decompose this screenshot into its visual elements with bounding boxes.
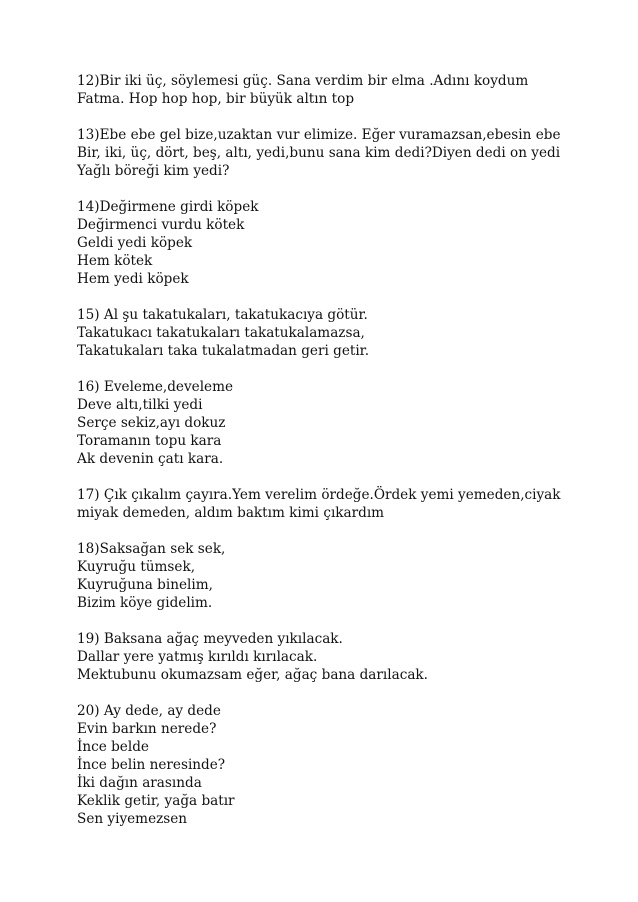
text-line: Keklik getir, yağa batır: [77, 793, 235, 809]
text-line: miyak demeden, aldım baktım kimi çıkardım: [77, 505, 385, 521]
document-page: [77, 72, 597, 846]
text-line: Toramanın topu kara: [77, 433, 222, 449]
rhyme-paragraph: [77, 486, 597, 522]
rhyme-paragraph: [77, 378, 597, 468]
text-line: 14)Değirmene girdi köpek: [77, 199, 259, 215]
text-line: Değirmenci vurdu kötek: [77, 217, 245, 233]
text-line: Mektubunu okumazsam eğer, ağaç bana darılacak.: [77, 667, 428, 683]
text-line: Kuyruğuna binelim,: [77, 577, 213, 593]
text-line: 16) Eveleme,develeme: [77, 379, 234, 395]
text-line: 13)Ebe ebe gel bize,uzaktan vur elimize. Eğer vuramazsan,ebesin ebe: [77, 127, 561, 143]
rhyme-paragraph: [77, 630, 597, 684]
text-line: İnce belin neresinde?: [77, 757, 226, 773]
text-line: 19) Baksana ağaç meyveden yıkılacak.: [77, 631, 343, 647]
text-line: Hem yedi köpek: [77, 271, 189, 287]
text-line: Bizim köye gidelim.: [77, 595, 213, 611]
rhyme-paragraph: [77, 306, 597, 360]
text-line: İki dağın arasında: [77, 775, 202, 791]
text-line: 15) Al şu takatukaları, takatukacıya götür.: [77, 307, 368, 323]
text-line: 18)Saksağan sek sek,: [77, 541, 226, 557]
text-line: Takatukacı takatukaları takatukalamazsa,: [77, 325, 365, 341]
rhyme-paragraph: [77, 126, 597, 180]
text-line: İnce belde: [77, 739, 149, 755]
text-line: Fatma. Hop hop hop, bir büyük altın top: [77, 91, 355, 107]
text-line: Serçe sekiz,ayı dokuz: [77, 415, 226, 431]
text-line: Ak devenin çatı kara.: [77, 451, 224, 467]
text-line: 12)Bir iki üç, söylemesi güç. Sana verdim bir elma .Adını koydum: [77, 73, 529, 89]
text-line: Sen yiyemezsen: [77, 811, 188, 827]
text-line: Takatukaları taka tukalatmadan geri getir.: [77, 343, 370, 359]
text-line: Bir, iki, üç, dört, beş, altı, yedi,bunu sana kim dedi?Diyen dedi on yedi: [77, 145, 561, 161]
rhyme-paragraph: [77, 702, 597, 828]
text-line: 17) Çık çıkalım çayıra.Yem verelim ördeğe.Ördek yemi yemeden,ciyak: [77, 487, 561, 503]
text-line: Dallar yere yatmış kırıldı kırılacak.: [77, 649, 318, 665]
text-line: Deve altı,tilki yedi: [77, 397, 203, 413]
text-line: Evin barkın nerede?: [77, 721, 217, 737]
text-line: 20) Ay dede, ay dede: [77, 703, 221, 719]
text-line: Yağlı böreği kim yedi?: [77, 163, 230, 179]
text-line: Hem kötek: [77, 253, 153, 269]
text-line: Kuyruğu tümsek,: [77, 559, 196, 575]
rhyme-paragraph: [77, 198, 597, 288]
text-line: Geldi yedi köpek: [77, 235, 193, 251]
rhyme-paragraph: [77, 72, 597, 108]
rhyme-paragraph: [77, 540, 597, 612]
